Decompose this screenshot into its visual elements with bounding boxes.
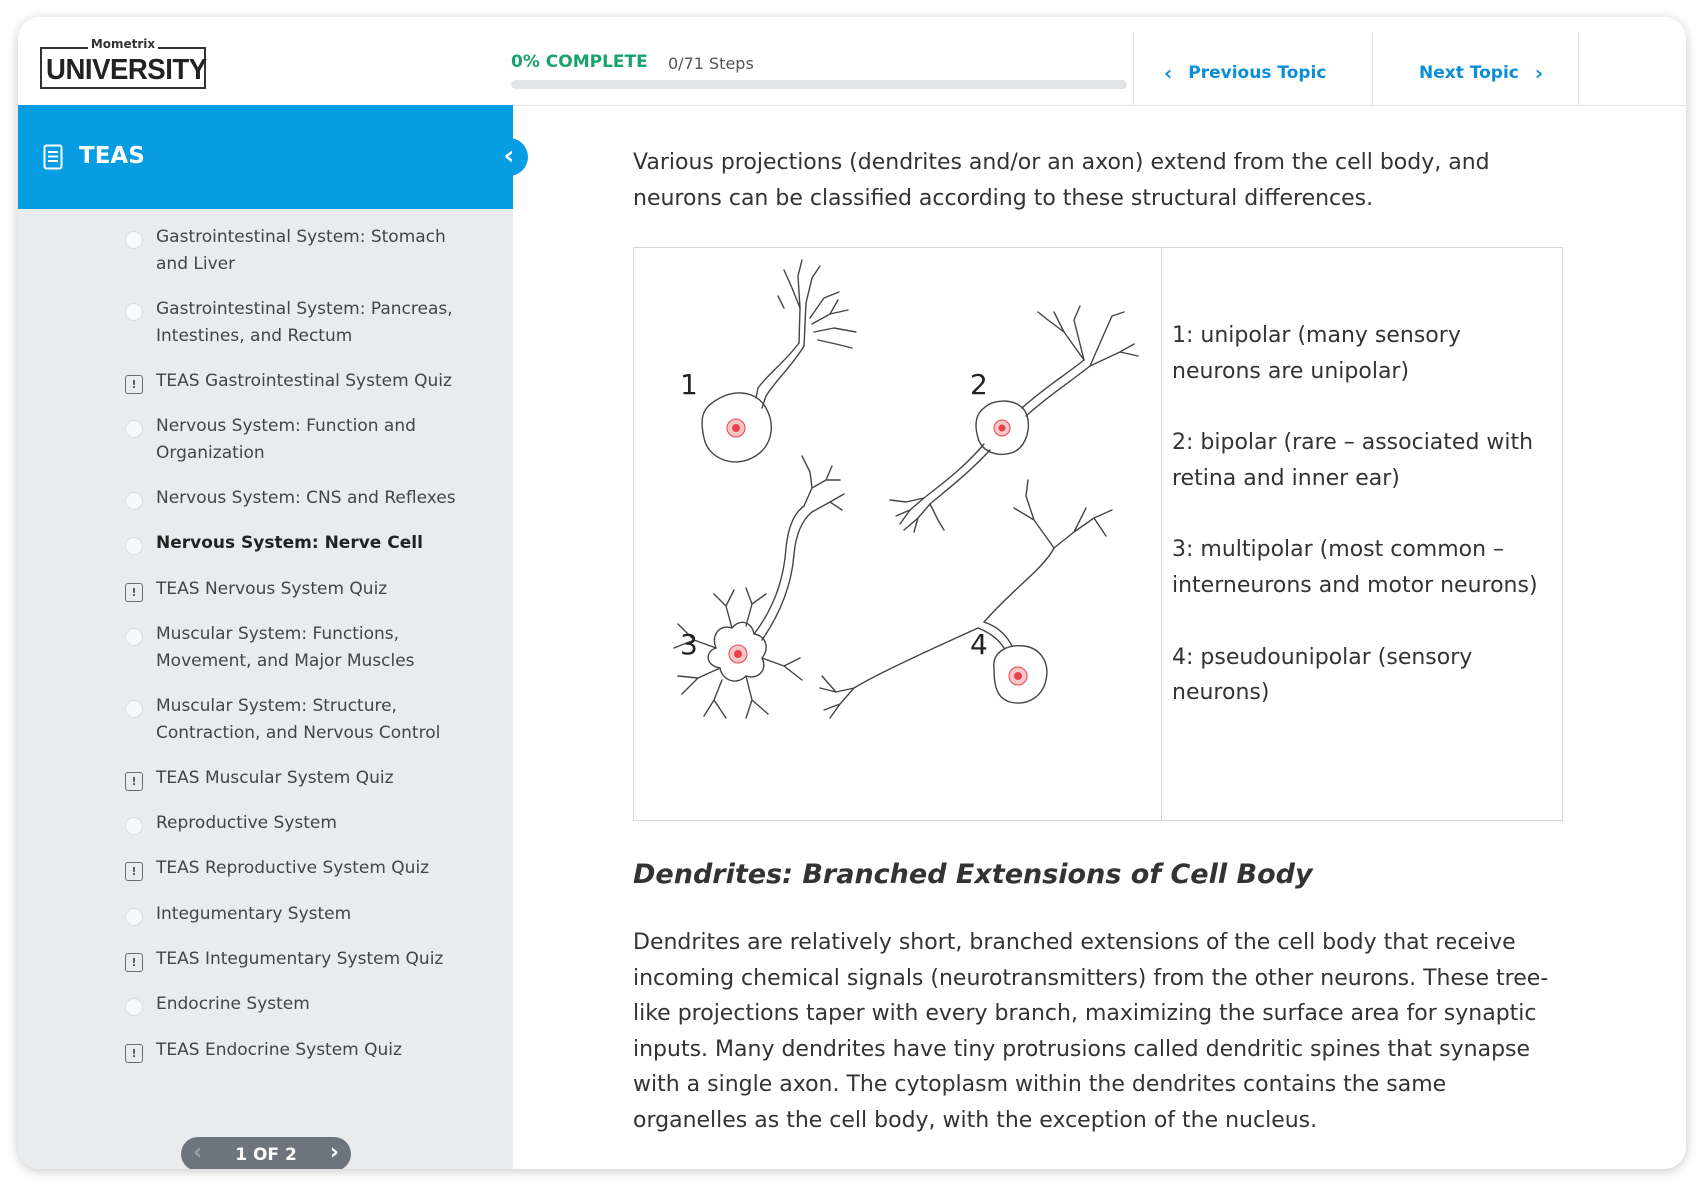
sidebar-item-label: Nervous System: Nerve Cell xyxy=(156,533,423,553)
document-icon xyxy=(43,144,63,170)
figure-divider xyxy=(1161,248,1162,820)
legend-item-bipolar: 2: bipolar (rare – associated with retina and inner ear) xyxy=(1172,430,1534,491)
sidebar-item-label: Muscular System: Functions, Movement, and Major Muscles xyxy=(156,624,415,671)
neuron-illustration xyxy=(634,248,1162,822)
next-topic-label: Next Topic xyxy=(1419,63,1519,83)
pager-next-button[interactable]: › xyxy=(329,1140,339,1165)
chevron-left-icon: ‹ xyxy=(503,141,515,171)
legend-item-unipolar: 1: unipolar (many sensory neurons are unipolar) xyxy=(1172,323,1461,384)
sidebar-item-label: TEAS Endocrine System Quiz xyxy=(156,1040,402,1060)
pseudounipolar-neuron xyxy=(820,480,1112,718)
status-circle-icon xyxy=(125,700,143,718)
status-circle-icon xyxy=(125,817,143,835)
divider xyxy=(1372,33,1373,105)
progress-label: 0% COMPLETE xyxy=(511,52,648,72)
sidebar-header xyxy=(18,105,513,209)
logo-top-text: Mometrix xyxy=(88,37,158,51)
previous-topic-label: Previous Topic xyxy=(1188,63,1327,83)
divider xyxy=(1133,33,1134,105)
chevron-left-icon: ‹ xyxy=(1164,61,1173,85)
neuron-number-4: 4 xyxy=(970,628,988,661)
sidebar-item-label: Nervous System: CNS and Reflexes xyxy=(156,488,456,508)
sidebar-quiz-item[interactable] xyxy=(125,1042,465,1064)
course-title: TEAS xyxy=(79,143,145,169)
sidebar-item-label: TEAS Integumentary System Quiz xyxy=(156,949,444,969)
quiz-icon xyxy=(125,953,143,972)
status-circle-icon xyxy=(125,420,143,438)
nucleolus-4 xyxy=(1014,672,1022,680)
chevron-right-icon: › xyxy=(1534,61,1544,85)
neuron-number-3: 3 xyxy=(680,628,698,661)
status-circle-icon xyxy=(125,628,143,646)
pager-label: 1 OF 2 xyxy=(235,1145,297,1165)
next-topic-button[interactable] xyxy=(1419,61,1543,85)
quiz-icon xyxy=(125,862,143,881)
sidebar-lesson-item[interactable] xyxy=(125,418,465,467)
nucleolus-3 xyxy=(734,650,742,658)
sidebar-quiz-item[interactable] xyxy=(125,860,465,882)
top-header xyxy=(18,17,1686,106)
progress-bar xyxy=(511,80,1127,89)
app-window xyxy=(18,17,1686,1169)
quiz-icon xyxy=(125,375,143,394)
quiz-icon xyxy=(125,772,143,791)
progress-steps: 0/71 Steps xyxy=(668,54,754,73)
sidebar-item-label: Reproductive System xyxy=(156,813,337,833)
course-sidebar xyxy=(18,105,513,1169)
quiz-icon xyxy=(125,583,143,602)
neuron-number-2: 2 xyxy=(970,368,988,401)
sidebar-lesson-item[interactable] xyxy=(125,229,465,278)
status-circle-icon xyxy=(125,231,143,249)
unipolar-neuron xyxy=(702,260,856,462)
sidebar-lesson-item[interactable] xyxy=(125,535,465,557)
sidebar-item-label: TEAS Muscular System Quiz xyxy=(156,768,394,788)
sidebar-item-label: Muscular System: Structure, Contraction, and Nervous Control xyxy=(156,696,441,743)
section-heading: Dendrites: Branched Extensions of Cell Body xyxy=(633,859,1313,890)
status-circle-icon xyxy=(125,303,143,321)
intro-paragraph: Various projections (dendrites and/or an axon) extend from the cell body, and neurons can be classified according to these structural differences. xyxy=(633,150,1490,211)
sidebar-item-label: Gastrointestinal System: Pancreas, Intestines, and Rectum xyxy=(156,299,453,346)
sidebar-item-label: TEAS Gastrointestinal System Quiz xyxy=(156,371,452,391)
sidebar-quiz-item[interactable] xyxy=(125,581,465,603)
sidebar-lesson-item[interactable] xyxy=(125,996,465,1018)
lesson-content xyxy=(513,105,1686,1169)
body-paragraph: Dendrites are relatively short, branched extensions of the cell body that receive incoming chemical signals (neurotransmitters) from the other neurons. These tree-like projections taper with every branch, maximizing the surface area for synaptic inputs. Many dendrites have tiny protrusions called dendritic spines that synapse with a single axon. The cytoplasm within the dendrites contains the same organelles as the cell body, with the exception of the nucleus. xyxy=(633,930,1549,1133)
sidebar-item-label: Integumentary System xyxy=(156,904,352,924)
sidebar-item-label: Gastrointestinal System: Stomach and Liver xyxy=(156,227,446,274)
sidebar-item-label: Endocrine System xyxy=(156,994,310,1014)
status-circle-icon xyxy=(125,492,143,510)
sidebar-lesson-item[interactable] xyxy=(125,626,465,675)
status-circle-icon xyxy=(125,908,143,926)
legend-item-pseudounipolar: 4: pseudounipolar (sensory neurons) xyxy=(1172,644,1473,706)
sidebar-quiz-item[interactable] xyxy=(125,951,465,973)
nucleolus-2 xyxy=(999,425,1006,432)
sidebar-lesson-item[interactable] xyxy=(125,906,465,928)
sidebar-lesson-item[interactable] xyxy=(125,815,465,837)
legend-item-multipolar: 3: multipolar (most common – interneurons and motor neurons) xyxy=(1172,537,1538,598)
neuron-types-figure xyxy=(633,247,1563,821)
nucleolus-1 xyxy=(732,424,740,432)
neuron-legend xyxy=(1172,318,1547,747)
mometrix-university-logo[interactable] xyxy=(40,37,207,89)
bipolar-neuron xyxy=(890,306,1138,532)
quiz-icon xyxy=(125,1044,143,1063)
neuron-number-1: 1 xyxy=(680,368,698,401)
previous-topic-button[interactable] xyxy=(1164,61,1326,85)
logo-main-text: UNIVERSITY xyxy=(46,54,207,86)
status-circle-icon xyxy=(125,998,143,1016)
sidebar-lesson-item[interactable] xyxy=(125,301,465,350)
sidebar-item-label: TEAS Reproductive System Quiz xyxy=(156,858,430,878)
sidebar-quiz-item[interactable] xyxy=(125,770,465,792)
sidebar-item-label: TEAS Nervous System Quiz xyxy=(156,579,388,599)
divider xyxy=(1578,33,1579,105)
sidebar-pager xyxy=(181,1137,351,1169)
pager-prev-button[interactable]: ‹ xyxy=(193,1140,203,1165)
sidebar-lesson-item[interactable] xyxy=(125,490,465,512)
status-circle-icon xyxy=(125,537,143,555)
sidebar-lesson-item[interactable] xyxy=(125,698,465,747)
sidebar-quiz-item[interactable] xyxy=(125,373,465,395)
multipolar-neuron xyxy=(674,456,844,718)
sidebar-item-label: Nervous System: Function and Organization xyxy=(156,416,416,463)
